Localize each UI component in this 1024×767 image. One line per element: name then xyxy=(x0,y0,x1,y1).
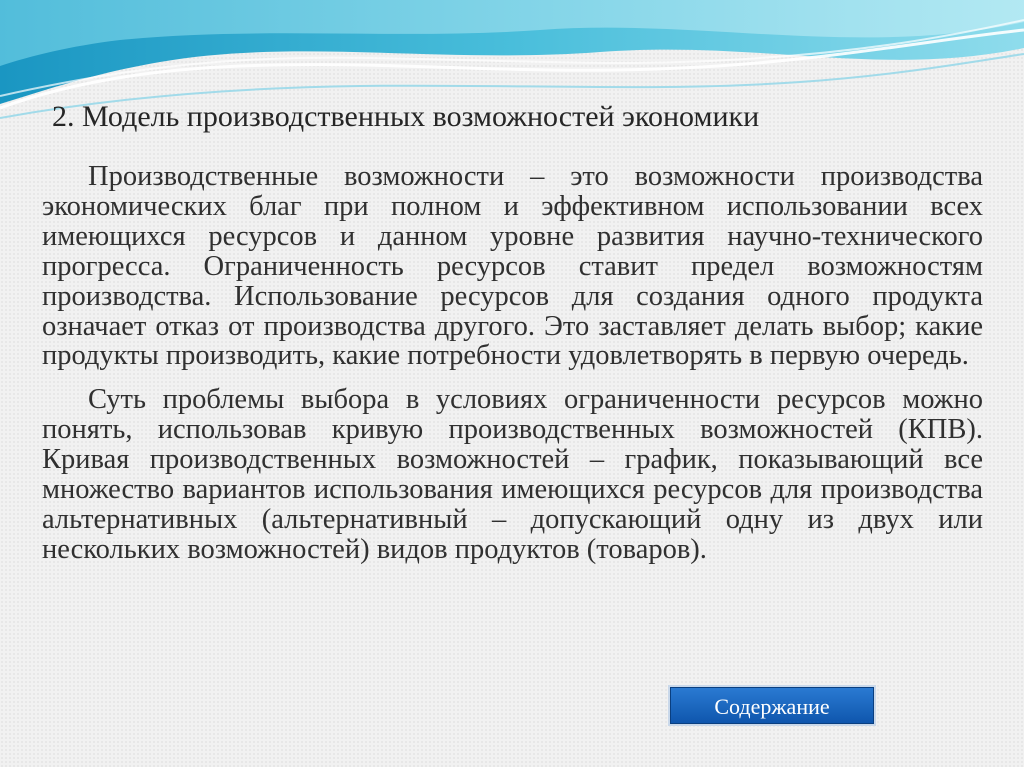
contents-button[interactable]: Содержание xyxy=(670,687,874,724)
slide-title: 2. Модель производственных возможностей экономики xyxy=(52,100,760,133)
slide-body xyxy=(42,162,983,565)
paragraph: Суть проблемы выбора в условиях ограниченности ресурсов можно понять, использовав кривую производственных возможностей (КПВ). Кривая производственных возможностей – график, показывающий все множество вариантов использования имеющихся ресурсов для производства альтернативных (альтернативный – допускающий одну из двух или нескольких возможностей) видов продуктов (товаров). xyxy=(42,384,983,565)
paragraph: Производственные возможности – это возможности производства экономических благ при полном и эффективном использовании всех имеющихся ресурсов и данном уровне развития научно-технического прогресса. Ограниченность ресурсов ставит предел возможностям производства. Использование ресурсов для создания одного продукта означает отказ от производства другого. Это заставляет делать выбор; какие продукты производить, какие потребности удовлетворять в первую очередь. xyxy=(42,161,983,372)
